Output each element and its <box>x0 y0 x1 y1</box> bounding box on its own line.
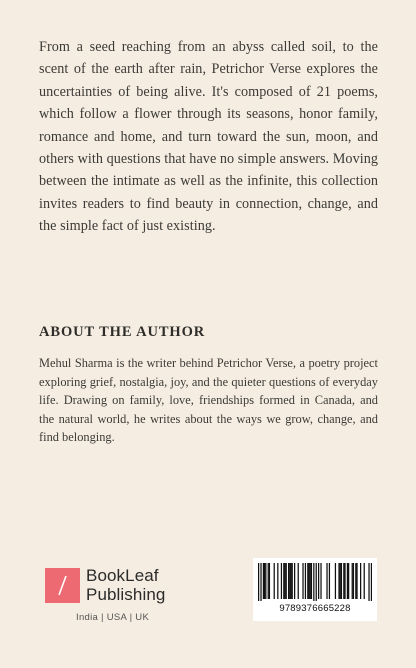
barcode-bar <box>347 563 348 599</box>
barcode-bar <box>258 563 259 601</box>
barcode-bar <box>308 563 309 599</box>
barcode-bar <box>313 563 314 601</box>
about-author-heading: ABOUT THE AUTHOR <box>39 324 206 340</box>
publisher-name-line2: Publishing <box>86 585 166 604</box>
barcode-bar <box>371 563 372 601</box>
barcode-bar <box>274 563 275 599</box>
barcode-bar <box>355 563 356 599</box>
publisher-name-line1: BookLeaf <box>86 566 159 585</box>
barcode-bar <box>316 563 317 601</box>
barcode-bar <box>281 563 282 599</box>
barcode-bar <box>277 563 278 599</box>
barcode-bar <box>302 563 303 599</box>
barcode-bar <box>343 563 344 599</box>
barcode-bar <box>353 563 354 599</box>
barcode-icon <box>258 563 372 601</box>
barcode-bar <box>286 563 287 599</box>
barcode-bar <box>307 563 308 599</box>
isbn-barcode <box>253 558 377 621</box>
barcode-bar <box>348 563 349 599</box>
barcode-bar <box>320 563 321 599</box>
barcode-bar <box>269 563 270 599</box>
barcode-bar <box>289 563 290 599</box>
book-blurb: From a seed reaching from an abyss called soil, to the scent of the earth after rain, Petrichor Verse explores the uncertainties of being alive. It's composed of 21 poems, which follow a flower through its seasons, honor family, romance and home, and turn toward the sun, moon, and others with questions that have no simple answers. Moving between the intimate as well as the infinite, this collection invites readers to find beauty in connection, change, and the simple fact of just existing. <box>39 39 378 235</box>
barcode-bar <box>263 563 264 599</box>
barcode-bar <box>294 563 295 599</box>
barcode-bar <box>360 563 361 599</box>
barcode-bar <box>368 563 369 601</box>
barcode-bar <box>344 563 345 599</box>
slash-logo-icon <box>45 568 80 603</box>
barcode-bar <box>356 563 357 599</box>
publisher-regions: India | USA | UK <box>76 612 150 623</box>
barcode-bar <box>352 563 353 599</box>
author-bio: Mehul Sharma is the writer behind Petrichor Verse, a poetry project exploring grief, nostalgia, joy, and the quieter questions of everyday life. Drawing on family, love, friendships formed in Canada, and the natural world, he writes about the ways we grow, change, and find belonging. <box>39 356 378 445</box>
barcode-bar <box>283 563 284 599</box>
barcode-bar <box>335 563 336 599</box>
barcode-bar <box>326 563 327 599</box>
publisher-logo <box>45 568 185 628</box>
barcode-bar <box>268 563 269 599</box>
barcode-bar <box>305 563 306 599</box>
isbn-number: 9789376665228 <box>279 603 351 614</box>
barcode-bar <box>264 563 265 599</box>
barcode-bar <box>338 563 339 599</box>
barcode-bar <box>290 563 291 599</box>
barcode-bar <box>318 563 319 599</box>
barcode-bar <box>340 563 341 599</box>
barcode-bar <box>265 563 266 599</box>
barcode-bar <box>284 563 285 599</box>
barcode-bar <box>298 563 299 599</box>
publisher-name <box>86 566 165 604</box>
barcode-bar <box>310 563 311 599</box>
barcode-bar <box>329 563 330 599</box>
barcode-bar <box>311 563 312 599</box>
barcode-bar <box>288 563 289 599</box>
barcode-bar <box>260 563 261 601</box>
barcode-bar <box>292 563 293 599</box>
barcode-bar <box>341 563 342 599</box>
barcode-bar <box>364 563 365 599</box>
